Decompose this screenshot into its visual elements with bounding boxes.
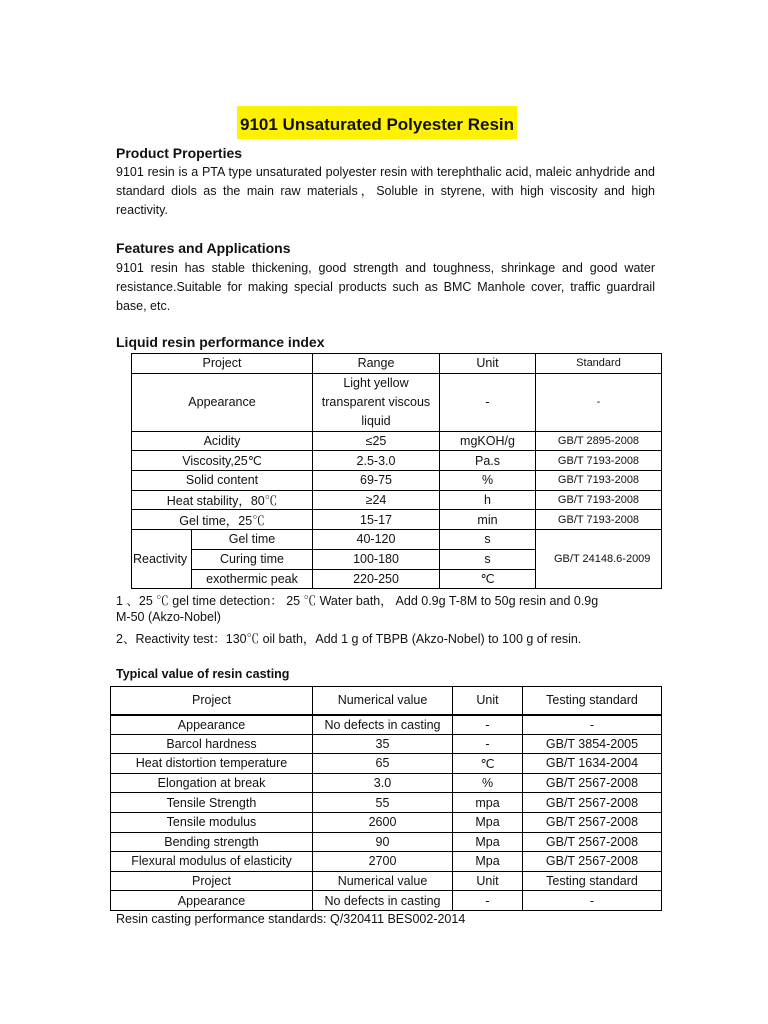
- row-standard: -: [523, 715, 662, 735]
- resin-casting-table: [110, 686, 662, 911]
- table-row: [111, 812, 662, 832]
- row-value: No defects in casting: [313, 891, 453, 911]
- header-unit: Unit: [453, 687, 523, 715]
- row-unit: %: [440, 471, 536, 491]
- row-unit: -: [453, 715, 523, 735]
- row-project: Curing time: [192, 549, 313, 569]
- row-standard: GB/T 2567-2008: [523, 793, 662, 813]
- row-project: Gel time，25℃: [132, 510, 313, 530]
- table-row: [132, 510, 662, 530]
- row-project: Bending strength: [111, 832, 313, 852]
- row-value: 3.0: [313, 773, 453, 793]
- table-row: [132, 490, 662, 510]
- table-row: [111, 832, 662, 852]
- row-range: ≤25: [313, 431, 440, 451]
- row-range: 40-120: [313, 530, 440, 550]
- row-range: Light yellow transparent viscous liquid: [313, 373, 440, 431]
- casting-standard-footer: Resin casting performance standards: Q/320411 BES002-2014: [116, 912, 466, 926]
- row-range: 69-75: [313, 471, 440, 491]
- header-standard: Standard: [536, 354, 662, 374]
- row-unit: min: [440, 510, 536, 530]
- row-unit: s: [440, 530, 536, 550]
- row-project: Appearance: [111, 891, 313, 911]
- casting-table-heading: Typical value of resin casting: [116, 667, 290, 681]
- header-testing-standard: Testing standard: [523, 687, 662, 715]
- table-row: [111, 773, 662, 793]
- table-row: [111, 793, 662, 813]
- row-project: Appearance: [132, 373, 313, 431]
- row-project: Viscosity,25℃: [132, 451, 313, 471]
- table-row: [132, 431, 662, 451]
- table-row: [132, 451, 662, 471]
- row-unit: Mpa: [453, 812, 523, 832]
- reactivity-standard: GB/T 24148.6-2009: [536, 530, 662, 589]
- liquid-resin-table: [131, 353, 662, 589]
- row-project: Gel time: [192, 530, 313, 550]
- row-standard: GB/T 2567-2008: [523, 852, 662, 872]
- note-reactivity-test: 2、Reactivity test：130℃ oil bath，Add 1 g of TBPB (Akzo-Nobel) to 100 g of resin.: [116, 632, 582, 646]
- row-unit: -: [453, 734, 523, 754]
- header-project: Project: [132, 354, 313, 374]
- table-row: [132, 373, 662, 431]
- row-project: Elongation at break: [111, 773, 313, 793]
- row-range: 15-17: [313, 510, 440, 530]
- row-project: Flexural modulus of elasticity: [111, 852, 313, 872]
- document-title: 9101 Unsaturated Polyester Resin: [237, 106, 517, 139]
- table-row: [111, 891, 662, 911]
- row-value: 65: [313, 754, 453, 774]
- features-heading: Features and Applications: [116, 240, 291, 256]
- row-project: Solid content: [132, 471, 313, 491]
- row-unit: mgKOH/g: [440, 431, 536, 451]
- header-range: Range: [313, 354, 440, 374]
- row-project: Acidity: [132, 431, 313, 451]
- row-range: 2.5-3.0: [313, 451, 440, 471]
- row-standard: GB/T 1634-2004: [523, 754, 662, 774]
- row-unit: h: [440, 490, 536, 510]
- liquid-table-heading: Liquid resin performance index: [116, 334, 325, 350]
- row-unit: Unit: [453, 871, 523, 891]
- row-project: Heat stability，80℃: [132, 490, 313, 510]
- reactivity-label: Reactivity: [132, 530, 192, 589]
- header-project: Project: [111, 687, 313, 715]
- row-standard: Testing standard: [523, 871, 662, 891]
- row-standard: GB/T 2567-2008: [523, 773, 662, 793]
- header-unit: Unit: [440, 354, 536, 374]
- row-unit: Pa.s: [440, 451, 536, 471]
- row-unit: %: [453, 773, 523, 793]
- product-properties-heading: Product Properties: [116, 145, 243, 161]
- row-standard: GB/T 7193-2008: [536, 510, 662, 530]
- row-range: 220-250: [313, 569, 440, 589]
- row-value: Numerical value: [313, 871, 453, 891]
- row-value: 55: [313, 793, 453, 813]
- row-standard: -: [536, 373, 662, 431]
- row-standard: GB/T 7193-2008: [536, 451, 662, 471]
- row-range: 100-180: [313, 549, 440, 569]
- table-row: [132, 530, 662, 550]
- row-unit: Mpa: [453, 832, 523, 852]
- header-numerical-value: Numerical value: [313, 687, 453, 715]
- note-gel-time-line2: M-50 (Akzo-Nobel): [116, 610, 221, 624]
- row-unit: -: [453, 891, 523, 911]
- row-standard: -: [523, 891, 662, 911]
- row-project: Appearance: [111, 715, 313, 735]
- row-range: ≥24: [313, 490, 440, 510]
- table-header-row: [111, 687, 662, 715]
- features-text: 9101 resin has stable thickening, good strength and toughness, shrinkage and good water resistance.Suitable for making special products such as BMC Manhole cover, traffic guardrail base, etc.: [116, 261, 655, 313]
- row-unit: ℃: [440, 569, 536, 589]
- table-header-row: [132, 354, 662, 374]
- row-project: Project: [111, 871, 313, 891]
- row-unit: Mpa: [453, 852, 523, 872]
- row-standard: GB/T 7193-2008: [536, 471, 662, 491]
- row-standard: GB/T 7193-2008: [536, 490, 662, 510]
- row-unit: -: [440, 373, 536, 431]
- row-unit: ℃: [453, 754, 523, 774]
- row-standard: GB/T 2567-2008: [523, 812, 662, 832]
- table-row: [111, 871, 662, 891]
- row-project: Heat distortion temperature: [111, 754, 313, 774]
- row-unit: mpa: [453, 793, 523, 813]
- row-standard: GB/T 2567-2008: [523, 832, 662, 852]
- row-project: Barcol hardness: [111, 734, 313, 754]
- table-row: [132, 471, 662, 491]
- product-properties-text: 9101 resin is a PTA type unsaturated polyester resin with terephthalic acid, maleic anhydride and standard diols as the main raw materials，Soluble in styrene, with high viscosity and high reactivity.: [116, 165, 655, 217]
- row-value: 2600: [313, 812, 453, 832]
- row-standard: GB/T 3854-2005: [523, 734, 662, 754]
- row-value: 35: [313, 734, 453, 754]
- note-gel-time-line1: 1 、25 ℃ gel time detection： 25 ℃ Water bath， Add 0.9g T-8M to 50g resin and 0.9g: [116, 594, 599, 608]
- row-project: Tensile modulus: [111, 812, 313, 832]
- table-row: [111, 754, 662, 774]
- row-standard: GB/T 2895-2008: [536, 431, 662, 451]
- table-row: [111, 715, 662, 735]
- table-row: [111, 852, 662, 872]
- row-value: No defects in casting: [313, 715, 453, 735]
- row-project: exothermic peak: [192, 569, 313, 589]
- row-unit: s: [440, 549, 536, 569]
- row-value: 90: [313, 832, 453, 852]
- row-project: Tensile Strength: [111, 793, 313, 813]
- table-row: [111, 734, 662, 754]
- row-value: 2700: [313, 852, 453, 872]
